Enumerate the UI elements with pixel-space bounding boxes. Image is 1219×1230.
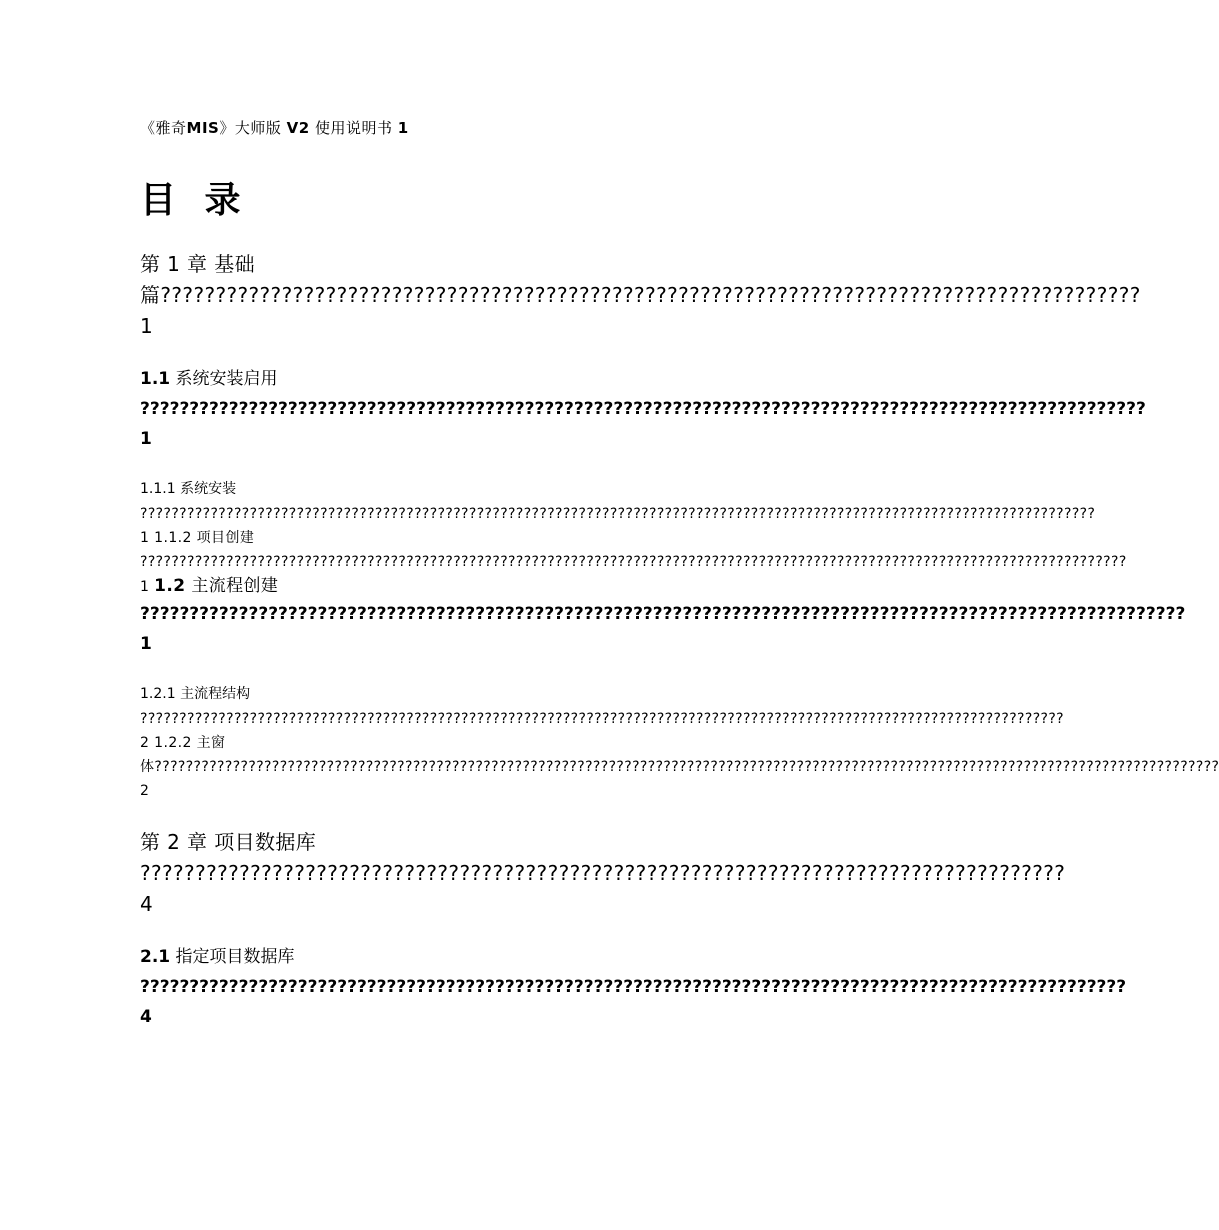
- toc-entry-section-1-1-1: 1.1.1 系统安装: [140, 481, 237, 497]
- section-1-1-leader: ??????????????????????????????????????????????????????????????????????????????????????????????????????: [140, 399, 1146, 419]
- section-1-2-leader: ??????????????????????????????????????????????????????????????????????????????????????????????????????????: [140, 604, 1186, 624]
- toc-run-1-1-1-to-1-2: [140, 502, 1127, 599]
- toc-title: 目 录: [140, 180, 249, 221]
- toc-entry-chapter-1-label: 第 1 章 基础: [140, 252, 255, 276]
- chapter-1-label-continued: 篇: [140, 283, 161, 307]
- section-1-1-1-leader: ??????????????????????????????????????????????????????????????????????????????????????????????????????????????????????????: [140, 506, 1096, 522]
- section-2-1-title: 指定项目数据库: [175, 947, 295, 967]
- section-2-1-leader: ????????????????????????????????????????????????????????????????????????????????????????????????????: [140, 977, 1127, 997]
- toc-entry-section-1-1-2: 1.1.2 项目创建: [154, 530, 255, 546]
- section-1-2-2-label-continued: 体: [140, 759, 155, 775]
- section-1-2-title: 主流程创建: [191, 576, 279, 596]
- section-2-1-page: 4: [140, 1007, 152, 1027]
- toc-run-1-2-1-to-1-2-2: [140, 707, 1219, 803]
- section-1-2-1-leader: ??????????????????????????????????????????????????????????????????????????????????????????????????????????????????????: [140, 711, 1065, 727]
- section-1-1-leader-line: [140, 394, 1146, 454]
- section-1-2-page: 1: [140, 634, 152, 654]
- header-version: V2: [286, 119, 310, 137]
- chapter-1-page: 1: [140, 314, 154, 338]
- toc-entry-chapter-1: [140, 280, 1141, 342]
- section-2-1-leader-line: [140, 972, 1127, 1032]
- header-mis: MIS: [186, 119, 220, 137]
- section-1-2-2-page: 2: [140, 783, 150, 799]
- toc-entry-section-1-1: [140, 364, 812, 394]
- page-header: [140, 115, 812, 141]
- toc-entry-chapter-2: [140, 858, 1066, 920]
- section-1-1-title: 系统安装启用: [175, 369, 278, 389]
- section-1-1-page: 1: [140, 429, 152, 449]
- section-1-1-1-page: 1: [140, 530, 150, 546]
- section-1-1-number: 1.1: [140, 369, 171, 389]
- header-part2: 》大师版: [219, 119, 282, 137]
- section-1-2-2-leader: ????????????????????????????????????????????????????????????????????????????????????????????????????????????????????????????????????????: [154, 759, 1219, 775]
- chapter-2-page: 4: [140, 892, 154, 916]
- toc-entry-section-1-2-1: 1.2.1 主流程结构: [140, 686, 251, 702]
- toc-entry-section-1-2: [154, 576, 278, 596]
- header-part1: 《雅奇: [140, 119, 187, 137]
- toc-content: [140, 115, 1219, 1032]
- toc-entry-chapter-2-label: 第 2 章 项目数据库: [140, 830, 317, 854]
- header-part3: 使用说明书: [314, 119, 393, 137]
- chapter-1-leader: ?????????????????????????????????????????????????????????????????????????????????????????: [160, 283, 1141, 307]
- section-1-2-leader-line: [140, 599, 1186, 659]
- section-1-1-2-page: 1: [140, 579, 150, 595]
- toc-entry-section-1-2-2: 1.2.2 主窗: [154, 735, 226, 751]
- toc-entry-section-2-1: [140, 942, 812, 972]
- chapter-2-leader: ????????????????????????????????????????????????????????????????????????????????????: [140, 861, 1066, 885]
- section-1-2-number: 1.2: [154, 576, 186, 596]
- section-1-2-1-page: 2: [140, 735, 150, 751]
- section-1-1-2-leader: ??????????????????????????????????????????????????????????????????????????????????????????????????????????????????????????????: [140, 554, 1127, 570]
- section-2-1-number: 2.1: [140, 947, 171, 967]
- header-page-number: 1: [397, 119, 409, 137]
